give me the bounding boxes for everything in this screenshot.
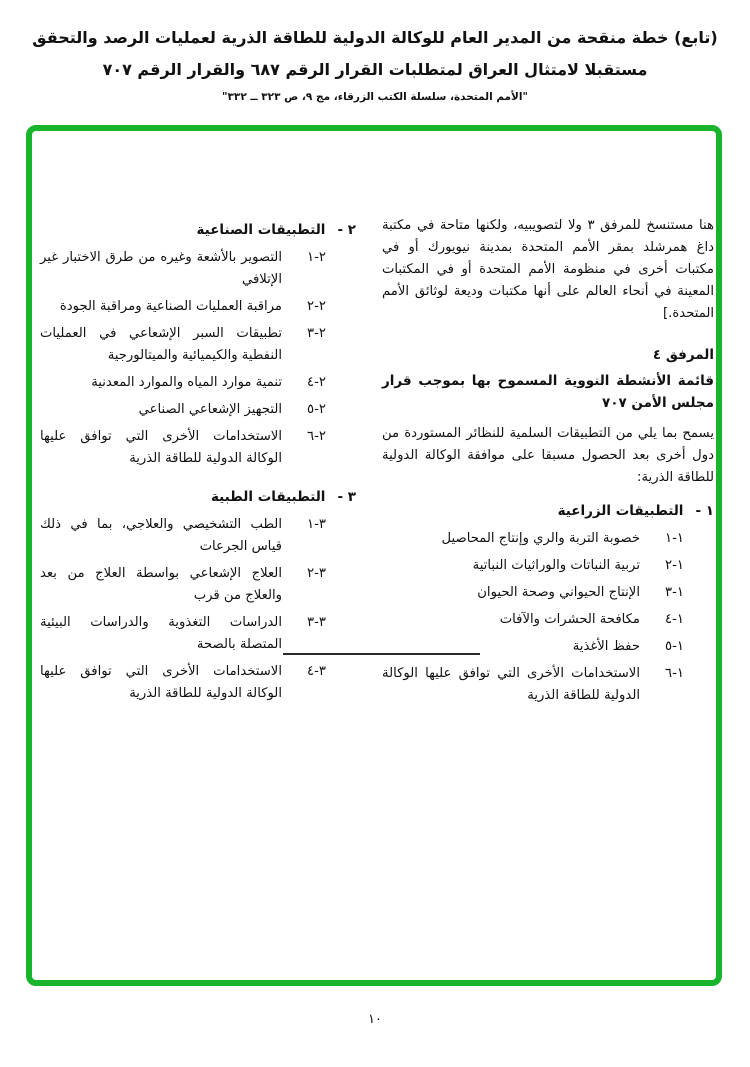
bracket-note-paragraph: هنا مستنسخ للمرفق ٣ ولا لتصويبيه، ولكنها متاحة في مكتبة داغ همرشلد بمقر الأمم المتحدة بمدينة نيويورك أو في مكتبات أخرى في منظومة الأمم المتحدة أو في المكتبات المعينة في أنحاء العالم على أنها مكتبات وديعة لوثائق الأمم المتحدة.]	[382, 218, 714, 321]
list-item	[40, 247, 326, 291]
item-text: الدراسات التغذوية والدراسات البيئية المتصلة بالصحة	[40, 615, 282, 652]
column-right	[382, 215, 714, 712]
intro-paragraph: يسمح بما يلي من التطبيقات السلمية للنظائر المستوردة من دول أخرى بعد الحصول مسبقا على موافقة الوكالة الدولية للطاقة الذرية:	[382, 426, 714, 485]
item-number: ٣-١	[307, 517, 326, 532]
item-text: الاستخدامات الأخرى التي توافق عليها الوكالة الدولية للطاقة الذرية	[40, 429, 282, 466]
item-number: ٢-٦	[307, 429, 326, 444]
item-number: ٢-٥	[307, 402, 326, 417]
page-footer	[0, 1012, 750, 1027]
two-column-layout	[32, 131, 716, 712]
item-text: العلاج الإشعاعي بواسطة العلاج من بعد والعلاج من قرب	[40, 566, 282, 603]
item-number: ٣-٤	[307, 664, 326, 679]
section-heading-medical	[40, 486, 356, 508]
section-heading-industrial	[40, 219, 356, 241]
item-text: تربية النباتات والوراثيات النباتية	[472, 558, 640, 573]
item-text: الاستخدامات الأخرى التي توافق عليها الوكالة الدولية للطاقة الذرية	[382, 666, 640, 703]
item-number: ٢-١	[307, 250, 326, 265]
list-item	[40, 514, 326, 558]
item-number: ٢-٢	[307, 299, 326, 314]
item-text: التصوير بالأشعة وغيره من طرق الاختبار غير الإتلافي	[40, 250, 282, 287]
document-header	[0, 22, 750, 105]
list-item	[40, 372, 326, 394]
list-item	[40, 323, 326, 367]
item-number: ٣-٢	[307, 566, 326, 581]
item-number: ١-١	[665, 531, 684, 546]
section-title: التطبيقات الزراعية	[557, 503, 684, 519]
footnote-divider	[283, 653, 480, 655]
header-title-line2: مستقبلا لامتثال العراق لمتطلبات القرار الرقم ٦٨٧ والقرار الرقم ٧٠٧	[102, 60, 648, 79]
list-item	[382, 582, 684, 604]
item-text: تطبيقات السبر الإشعاعي في العمليات النفطية والكيميائية والميتالورجية	[40, 326, 282, 363]
item-number: ١-٦	[665, 666, 684, 681]
section-title: التطبيقات الطبية	[210, 489, 326, 505]
item-text: تنمية موارد المياه والموارد المعدنية	[91, 375, 282, 390]
list-item	[40, 661, 326, 705]
item-text: مراقبة العمليات الصناعية ومراقبة الجودة	[59, 299, 282, 314]
item-text: حفظ الأغذية	[572, 639, 640, 654]
item-number: ٣-٣	[307, 615, 326, 630]
agriculture-items	[382, 528, 714, 707]
list-item	[40, 563, 326, 607]
header-title-line1: (تابع) خطة منقحة من المدير العام للوكالة الدولية للطاقة الذرية لعمليات الرصد والتحقق	[32, 28, 718, 47]
item-number: ٢-٤	[307, 375, 326, 390]
section-number: ١ -	[695, 503, 714, 519]
section-number: ٣ -	[337, 489, 356, 505]
list-item	[40, 612, 326, 656]
item-text: التجهيز الإشعاعي الصناعي	[138, 402, 282, 417]
annex-title: قائمة الأنشطة النووية المسموح بها بموجب قرار مجلس الأمن ٧٠٧	[382, 373, 714, 411]
column-left	[40, 215, 356, 712]
section-heading-agriculture	[382, 500, 714, 522]
list-item	[40, 296, 326, 318]
item-number: ١-٥	[665, 639, 684, 654]
highlight-border-box	[26, 125, 722, 986]
item-number: ١-٢	[665, 558, 684, 573]
annex-label: المرفق ٤	[652, 347, 714, 363]
item-text: الإنتاج الحيواني وصحة الحيوان	[477, 585, 640, 600]
item-text: الاستخدامات الأخرى التي توافق عليها الوكالة الدولية للطاقة الذرية	[40, 664, 282, 701]
list-item	[382, 528, 684, 550]
list-item	[40, 426, 326, 470]
header-citation: "الأمم المتحدة، سلسلة الكتب الزرقاء، مج ٩، ص ٣٢٣ ــ ٣٣٢"	[222, 91, 528, 103]
list-item	[382, 663, 684, 707]
list-item	[382, 555, 684, 577]
industrial-items	[40, 247, 356, 470]
medical-items	[40, 514, 356, 705]
item-number: ١-٣	[665, 585, 684, 600]
item-text: الطب التشخيصي والعلاجي، بما في ذلك قياس الجرعات	[40, 517, 282, 554]
section-title: التطبيقات الصناعية	[196, 222, 326, 238]
item-text: خصوبة التربة والري وإنتاج المحاصيل	[441, 531, 640, 546]
list-item	[382, 609, 684, 631]
item-text: مكافحة الحشرات والآفات	[499, 612, 640, 627]
item-number: ١-٤	[665, 612, 684, 627]
item-number: ٢-٣	[307, 326, 326, 341]
list-item	[40, 399, 326, 421]
page-number: ١٠	[368, 1012, 382, 1027]
section-number: ٢ -	[337, 222, 356, 238]
